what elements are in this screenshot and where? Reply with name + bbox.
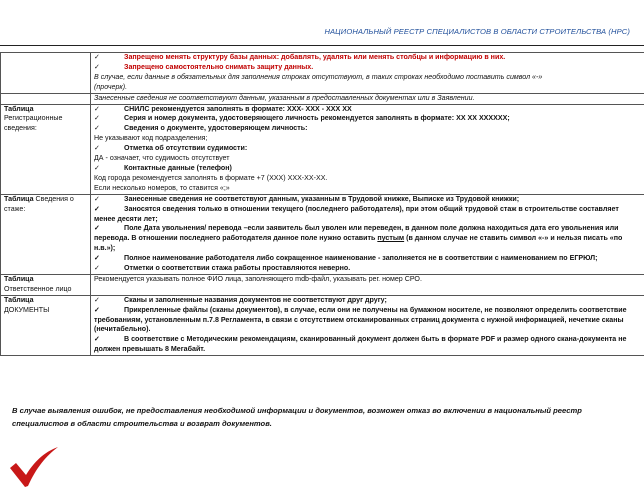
header-divider (0, 45, 644, 46)
empty-label-cell (1, 93, 91, 104)
table-row (1, 93, 644, 104)
requirement-text: СНИЛС рекомендуется заполнять в формате: ХХХ- ХХХ - ХХХ ХХ (124, 104, 352, 113)
restrictions-cell (91, 53, 644, 94)
requirement-text: Серия и номер документа, удостоверяющего личность рекомендуется заполнять в формате: ХХ ХХ ХХХХХХ; (124, 114, 510, 123)
requirement-text: Отметка об отсутствии судимости: (124, 144, 248, 153)
notice-cell (91, 93, 644, 104)
requirement-text: ДА - означает, что судимость отсутствует (94, 154, 230, 163)
requirements-table (0, 52, 644, 356)
requirement-text: Если несколько номеров, то ставится «;» (94, 183, 230, 192)
checkmark-icon: ✓ (94, 305, 100, 314)
checkmark-icon: ✓ (94, 264, 100, 273)
section-label-text: ДОКУМЕНТЫ (4, 305, 50, 314)
table-row (1, 194, 644, 274)
requirement-text: Полное наименование работодателя либо сокращенное наименование - заполняется не в соответствии с наименованием по ЕГРЮЛ; (124, 254, 598, 263)
documents-cell (91, 295, 644, 355)
requirement-text: Поле Дата увольнения/ перевода –если заявитель был уволен или переведен, в данном поле должна находиться дата его увольнения или перевода. В отношении последнего работодателя данное поле нужно оставить (94, 224, 619, 243)
requirement-text: Рекомендуется указывать полное ФИО лица, заполняющего mdb-файл, указывать рег. номер СРО. (94, 274, 422, 283)
empty-label-cell (1, 53, 91, 94)
requirement-text: В соответствие с Методическим рекомендациям, сканированный документ должен быть в формате PDF и размер одного скана-документа не должен превышать 8 Мегабайт. (94, 335, 627, 354)
page-header-title: НАЦИОНАЛЬНЫЙ РЕЕСТР СПЕЦИАЛИСТОВ В ОБЛАСТИ СТРОИТЕЛЬСТВА (НРС) (324, 27, 630, 36)
table-row (1, 295, 644, 355)
checkmark-icon: ✓ (94, 62, 100, 71)
section-label-title: Таблица (4, 104, 34, 113)
requirement-text: Контактные данные (телефон) (124, 163, 232, 172)
requirement-text: Не указывают код подразделения; (94, 134, 208, 143)
checkmark-icon: ✓ (94, 104, 100, 113)
section-label-documents (1, 295, 91, 355)
table-row (1, 274, 644, 295)
footer-warning: В случае выявления ошибок, не предоставления необходимой информации и документов, возможен отказ во включении в национальный реестр специалистов в области строительства и возврат документов. (12, 406, 582, 428)
section-label-experience (1, 194, 91, 274)
checkmark-icon: ✓ (94, 163, 100, 172)
checkmark-icon: ✓ (94, 53, 100, 61)
requirement-text: (в данном случае не ставить символ «-» и нельзя писать «по н.в.»); (94, 234, 623, 253)
requirement-text: Прикрепленные файлы (сканы документов), в случае, если они не получены на бумажном носителе, не позволяют определить соответствие требованиям, установленным п.7.8 Регламента, в связи с отсутствием отсканированных страниц документа с нужной информацией, нечеткие сканы (нечитабельно). (94, 305, 627, 334)
requirement-text: Код города рекомендуется заполнять в формате +7 (ХХХ) ХХХ-ХХ-ХХ. (94, 173, 328, 182)
requirement-text: Сканы и заполненные названия документов не соответствуют друг другу; (124, 295, 387, 304)
checkmark-icon: ✓ (94, 194, 100, 203)
checkmark-icon: ✓ (94, 124, 100, 133)
notice-text: Занесенные сведения не соответствуют данным, указанным в предоставленных документах или в Заявлении. (94, 93, 475, 102)
note-text: В случае, если данные в обязательных для заполнения строках отсутствуют, в таких строках необходимо поставить символ «-» (94, 72, 543, 81)
requirement-text: Заносятся сведения только в отношении текущего (последнего работодателя), при этом общий трудовой стаж в строительстве составляет менее десяти лет; (94, 204, 619, 223)
section-label-responsible (1, 274, 91, 295)
table-row (1, 104, 644, 194)
checkmark-icon: ✓ (94, 335, 100, 344)
responsible-cell (91, 274, 644, 295)
registration-cell (91, 104, 644, 194)
section-label-registration (1, 104, 91, 194)
section-label-text: Регистрационные сведения: (4, 114, 63, 133)
checkmark-icon: ✓ (94, 295, 100, 304)
requirement-text: Сведения о документе, удостоверяющем личность: (124, 124, 308, 133)
requirement-text: Отметки о соответствии стажа работы проставляются неверно. (124, 264, 351, 273)
section-label-title: Таблица (4, 295, 34, 304)
section-label-title: Таблица (4, 194, 34, 203)
section-label-title: Таблица (4, 274, 34, 283)
experience-cell (91, 194, 644, 274)
restriction-text: Запрещено самостоятельно снимать защиту данных. (124, 62, 314, 71)
checkmark-icon: ✓ (94, 114, 100, 123)
checkmark-icon: ✓ (94, 224, 100, 233)
section-label-text: Ответственное лицо (4, 284, 72, 293)
checkmark-icon: ✓ (94, 204, 100, 213)
table-row (1, 53, 644, 94)
requirement-emphasis: пустым (377, 234, 405, 243)
requirement-text: Занесенные сведения не соответствуют данным, указанным в Трудовой книжке, Выписке из Трудовой книжки; (124, 194, 520, 203)
section-label-text: Сведения о стаже: (4, 194, 74, 213)
restriction-text: Запрещено менять структуру базы данных: добавлять, удалять или менять столбцы и информацию в них. (124, 53, 506, 61)
note-text: (прочерк). (94, 82, 128, 91)
large-red-checkmark-icon (8, 446, 60, 490)
checkmark-icon: ✓ (94, 144, 100, 153)
checkmark-icon: ✓ (94, 254, 100, 263)
